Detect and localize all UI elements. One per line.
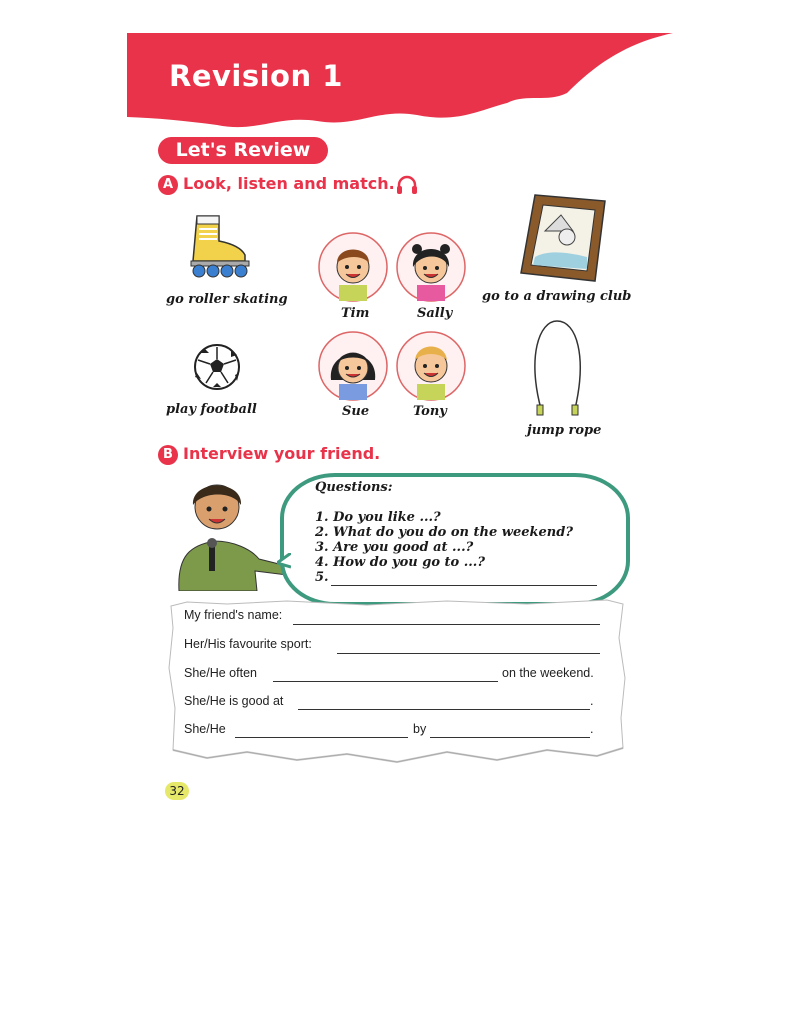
question-2: 2. What do you do on the weekend? (315, 525, 573, 540)
label-sally: Sally (417, 306, 453, 321)
good-at-blank[interactable] (298, 708, 590, 710)
page-number: 32 (165, 782, 189, 800)
page-title: Revision 1 (169, 59, 343, 93)
transport-blank[interactable] (430, 736, 590, 738)
form-favourite-sport-label: Her/His favourite sport: (184, 637, 312, 651)
form-period-2: . (590, 722, 594, 736)
sally-portrait (395, 231, 467, 303)
label-jump-rope: jump rope (527, 423, 602, 438)
question-4: 4. How do you go to ...? (315, 555, 485, 570)
often-blank[interactable] (273, 680, 498, 682)
boy-interviewer-illustration (163, 475, 293, 591)
question-5-blank[interactable] (331, 584, 597, 586)
friend-name-blank[interactable] (293, 623, 600, 625)
label-play-football: play football (166, 402, 257, 417)
roller-skate-illustration (185, 211, 255, 281)
bubble-tail (277, 553, 291, 569)
form-good-at-label: She/He is good at (184, 694, 284, 708)
questions-title: Questions: (315, 480, 393, 495)
label-roller-skating: go roller skating (166, 292, 288, 307)
favourite-sport-blank[interactable] (337, 652, 600, 654)
sue-portrait (317, 330, 389, 402)
textbook-page (127, 33, 673, 823)
question-5: 5. (315, 570, 329, 585)
lets-review-pill: Let's Review (158, 137, 328, 164)
section-a-letter: A (158, 175, 178, 195)
label-sue: Sue (342, 404, 370, 419)
section-b-instruction: Interview your friend. (183, 444, 381, 463)
form-period-1: . (590, 694, 594, 708)
label-tony: Tony (413, 404, 447, 419)
section-b-heading (158, 444, 380, 465)
question-1: 1. Do you like ...? (315, 510, 441, 525)
form-by-label: by (413, 722, 427, 736)
football-illustration (193, 343, 241, 391)
jump-rope-illustration (523, 317, 593, 419)
label-drawing-club: go to a drawing club (482, 289, 632, 304)
label-tim: Tim (341, 306, 370, 321)
form-weekend-label: on the weekend. (502, 666, 594, 680)
headphones-icon (396, 174, 418, 196)
section-a-instruction: Look, listen and match. (183, 174, 395, 193)
form-friend-name-label: My friend's name: (184, 608, 283, 622)
goes-to-blank[interactable] (235, 736, 408, 738)
form-shehe-label: She/He (184, 722, 226, 736)
drawing-frame-illustration (515, 191, 607, 283)
form-often-label: She/He often (184, 666, 257, 680)
tim-portrait (317, 231, 389, 303)
tony-portrait (395, 330, 467, 402)
section-a-heading (158, 174, 395, 195)
section-b-letter: B (158, 445, 178, 465)
question-3: 3. Are you good at ...? (315, 540, 474, 555)
